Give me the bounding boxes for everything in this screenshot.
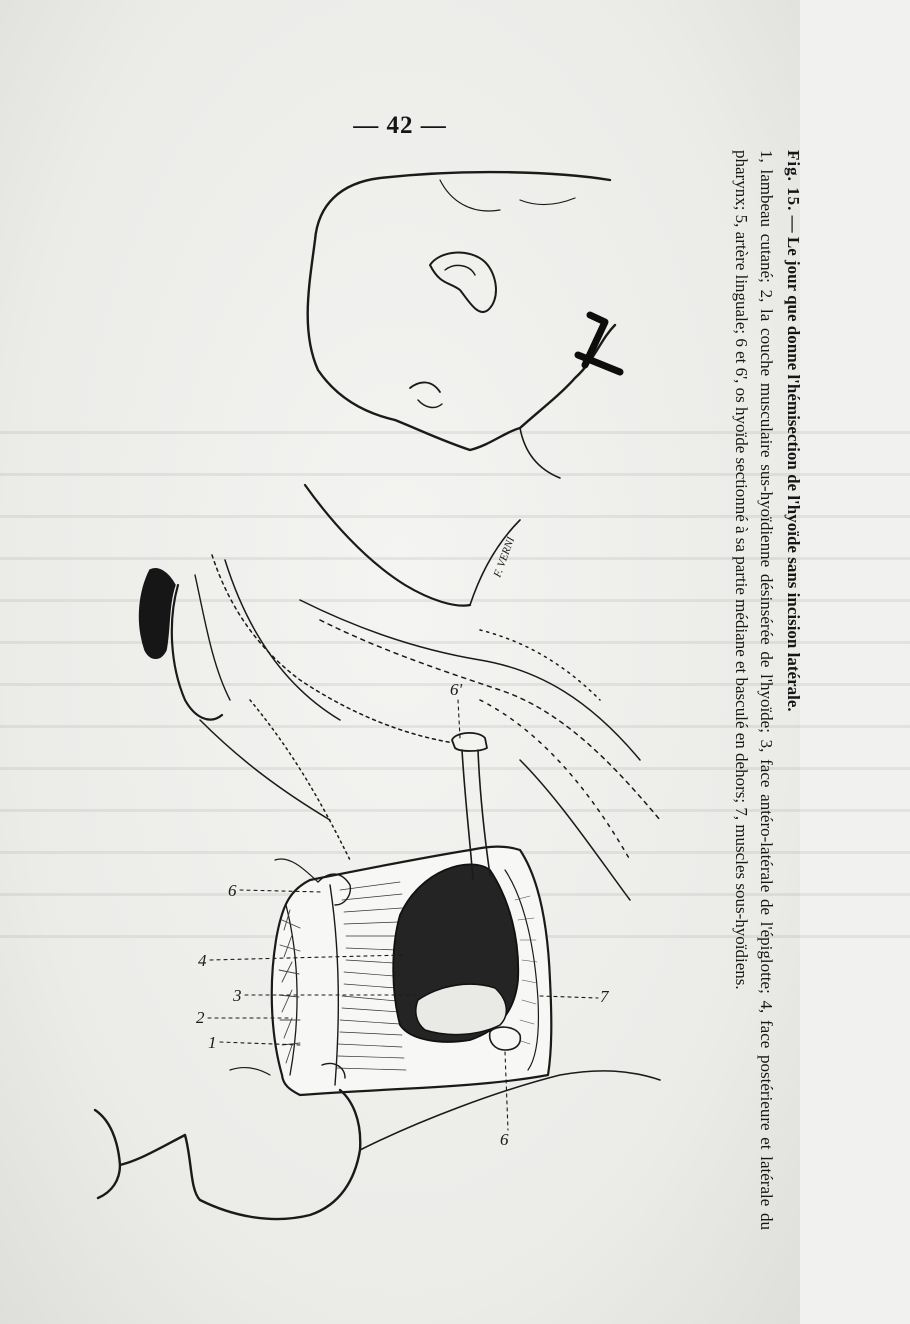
anatomical-illustration — [80, 150, 700, 1230]
callout-6prime: 6' — [450, 680, 463, 699]
svg-text:F. VERNI: F. VERNI — [491, 535, 518, 580]
neck-outline — [200, 555, 660, 900]
head-inset — [305, 172, 620, 606]
callout-6a: 6 — [228, 881, 237, 900]
figure-title: — Le jour que donne l'hémisection de l'hyoïde sans incision latérale. — [784, 211, 803, 712]
ear-shape — [140, 569, 230, 720]
callout-2: 2 — [196, 1008, 205, 1027]
callout-4: 4 — [198, 951, 207, 970]
page-number: — 42 — — [353, 112, 447, 139]
callout-1: 1 — [208, 1033, 217, 1052]
figure-caption — [706, 150, 806, 1230]
chin-contour — [95, 1071, 660, 1219]
signature-mark — [491, 534, 517, 580]
surgical-wound — [230, 733, 551, 1095]
figure-label: Fig. 15. — [784, 150, 803, 212]
figure-legend: 1, lambeau cutané; 2, la couche musculaire sus-hyoïdienne désinsérée de l'hyoïde; 3, face antéro-latérale de l'épiglotte; 4, face postérieure et latérale du pharynx; 5, artère linguale; 6 et 6', os hyoïde sectionné à sa partie médiane et basculé en dehors; 7, muscles sous-hyoïdiens. — [732, 150, 776, 1230]
callout-6b: 6 — [500, 1130, 509, 1149]
callout-3: 3 — [233, 986, 242, 1005]
callout-7: 7 — [600, 987, 609, 1006]
